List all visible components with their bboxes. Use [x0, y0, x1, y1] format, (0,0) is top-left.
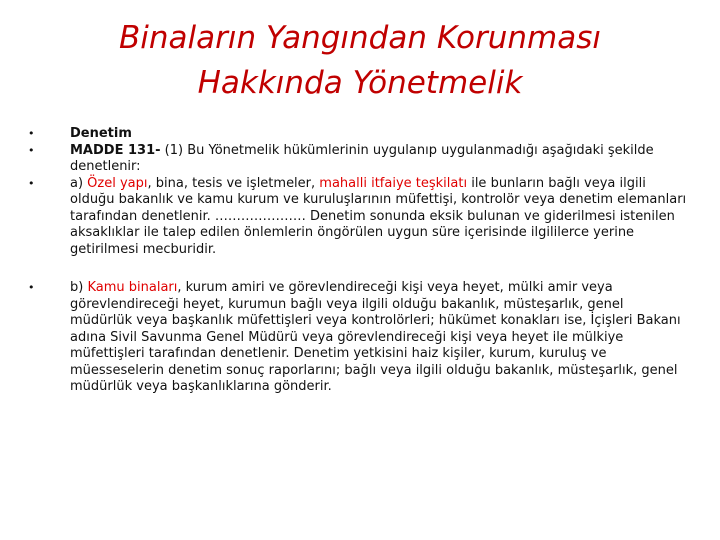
bullet-item-b: [28, 280, 688, 396]
item-a-text-1: , bina, tesis ve işletmeler,: [147, 175, 320, 191]
bullet-item-a: [28, 176, 688, 259]
item-b-text: , kurum amiri ve görevlendireceği kişi veya heyet, mülki amir veya görevlendireceği heyet, kurumun bağlı veya ilgili olduğu bakanlık, müsteşarlık, genel müdürlük veya başkanlık müfettişleri veya kontrolörleri; hükümet konakları ise, İçişleri Bakanı adına Sivil Savunma Genel Müdürü veya görevlendireceği kişi veya heyet ile mülkiye müfettişleri tarafından denetlenir. Denetim yetkisini haiz kişiler, kurum, kuruluş ve müesseselerin denetim sonuç raporlarını; bağlı veya ilgili olduğu bakanlık, müsteşarlık, genel müdürlük veya başkanlıklarına gönderir.: [70, 280, 681, 394]
item-a-highlight-ozel-yapi: Özel yapı: [87, 175, 148, 191]
slide-title-line-2: Hakkında Yönetmelik: [197, 65, 523, 101]
bullet-madde-131: [28, 143, 688, 176]
item-b-highlight-kamu-binalari: Kamu binaları: [87, 280, 178, 295]
bullet-list: [28, 126, 688, 396]
slide-title-line-1: Binaların Yangından Korunması: [118, 20, 602, 56]
item-b-prefix: b): [70, 280, 88, 295]
item-a-highlight-itfaiye: mahalli itfaiye teşkilatı: [319, 175, 468, 191]
bullet-denetim-text: Denetim: [70, 126, 132, 141]
item-a-prefix: a): [70, 175, 88, 191]
bullet-denetim: [28, 126, 688, 143]
item-a-text-2: ile bunların bağlı veya ilgili olduğu bakanlık ve kamu kurum ve kuruluşlarının müfettişi, kontrolör veya denetim elemanları tarafından denetlenir. ………………… Denetim sonunda eksik bulunan ve giderilmesi istenilen aksaklıklar ile talep edilen önlemlerin öngörülen uygun süre içerisinde ilgililerce yerine getirilmesi mecburidir.: [70, 175, 687, 257]
madde-text: (1) Bu Yönetmelik hükümlerinin uygulanıp uygulanmadığı aşağıdaki şekilde denetlenir:: [70, 142, 654, 174]
slide-title: [40, 16, 680, 106]
madde-label: MADDE 131-: [70, 142, 161, 158]
